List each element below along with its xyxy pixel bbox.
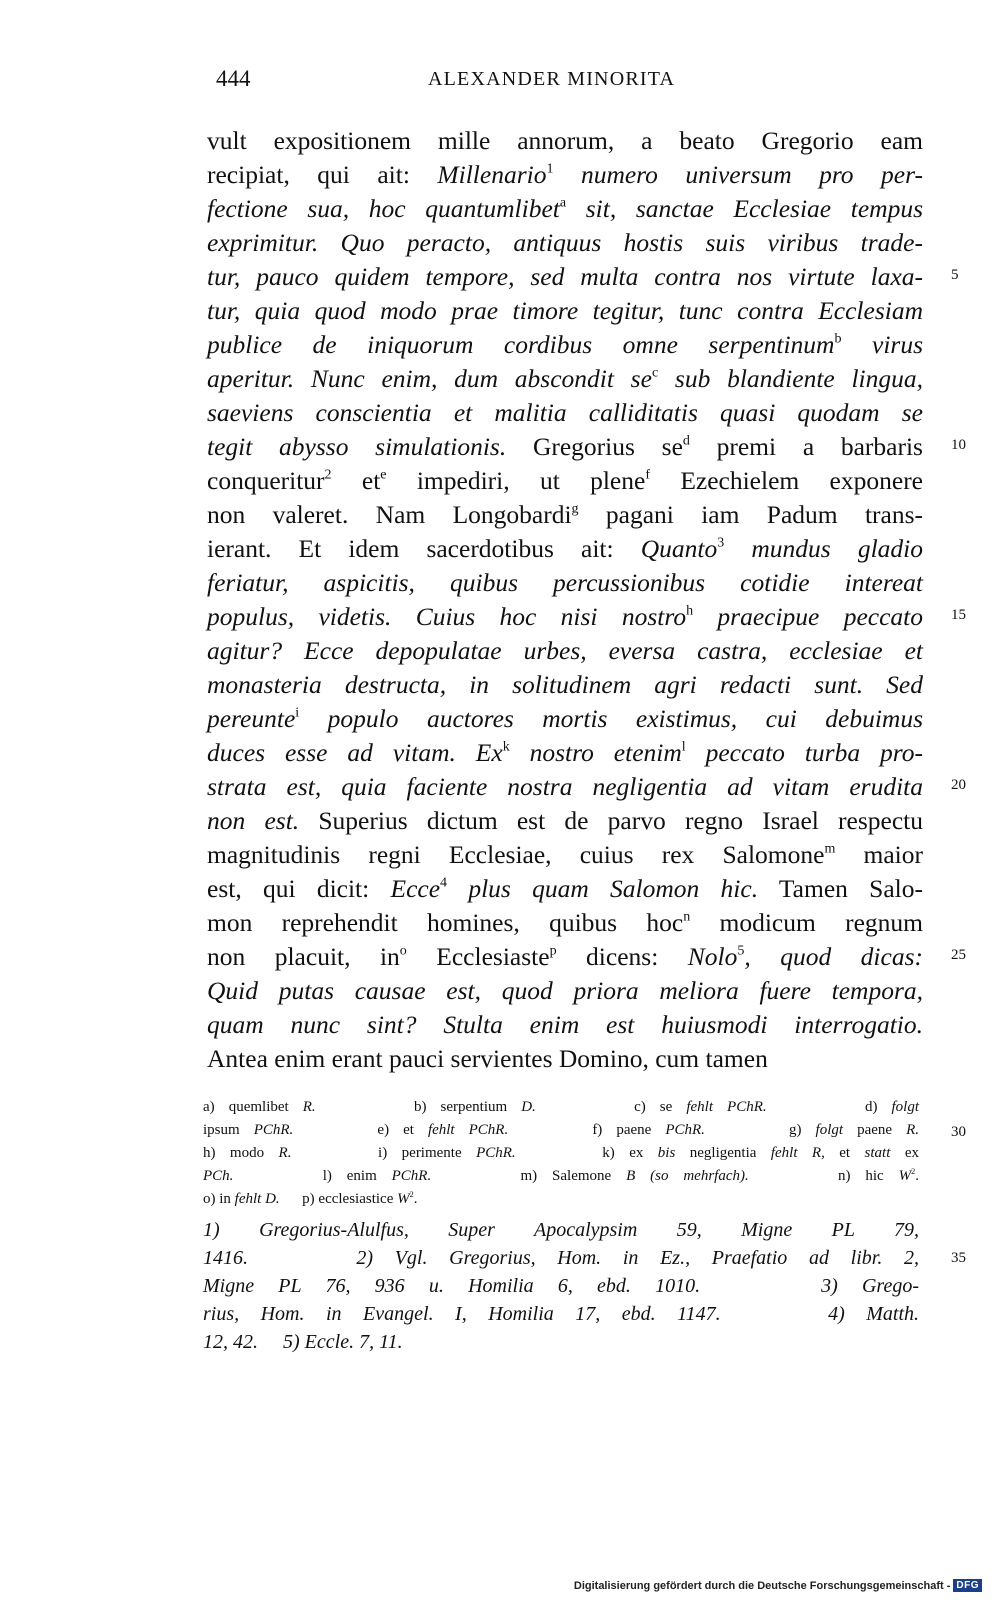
apparatus-italic-text: PChR. (476, 1145, 516, 1161)
apparatus-line (203, 1119, 919, 1142)
main-text-italic-text: pereunte (207, 704, 296, 733)
footnote-marker: 4 (440, 875, 448, 891)
main-text-text: Ezechielem exponere (650, 466, 924, 495)
main-text-line (207, 464, 923, 498)
footnote-text: Migne PL 76, 936 u. Homilia 6, ebd. 1010. 3) Grego- (203, 1275, 919, 1297)
apparatus-text: negligentia (675, 1145, 771, 1161)
footnote-marker: a (559, 195, 567, 211)
main-text-line (207, 600, 923, 634)
apparatus-italic-text: R. (302, 1099, 316, 1115)
footnote-line (203, 1244, 919, 1272)
main-text-line (207, 498, 923, 532)
main-text-italic-text: plus quam Salomon hic. (447, 874, 759, 903)
apparatus-text: h) modo (203, 1145, 279, 1161)
digitization-notice (574, 1579, 982, 1592)
main-text-italic-text: sit, sanctae Ecclesiae tempus (566, 194, 923, 223)
apparatus-italic-text: statt (864, 1145, 891, 1161)
main-text-line (207, 430, 923, 464)
main-text-text: Antea enim erant pauci servientes Domino, cum tamen (207, 1044, 768, 1073)
apparatus-italic-text: PChR. (253, 1122, 294, 1138)
footnote-marker: 2 (911, 1166, 916, 1176)
apparatus-text: k) ex (515, 1145, 658, 1161)
main-text-line (207, 736, 923, 770)
main-text-text: Tamen Salo- (758, 874, 923, 903)
digitization-text: Digitalisierung gefördert durch die Deutsche Forschungsgemeinschaft - (573, 1579, 951, 1592)
footnote-marker: 2 (409, 1189, 414, 1199)
main-text-text: impediri, ut plene (386, 466, 646, 495)
main-text-text: modicum regnum (690, 908, 924, 937)
main-text-italic-text: nostro etenim (509, 738, 682, 767)
footnote-marker: b (834, 331, 842, 347)
line-number: 10 (951, 437, 966, 453)
main-text-italic-text: Nolo (687, 942, 738, 971)
main-text-text: dicens: (556, 942, 688, 971)
footnote-text: rius, Hom. in Evangel. I, Homilia 17, ebd. 1147. 4) Matth. (203, 1303, 919, 1325)
main-text-line (207, 974, 923, 1008)
main-text-text: Ecclesiaste (406, 942, 550, 971)
main-text-text: est, qui dicit: (207, 874, 391, 903)
apparatus-italic-text: fehlt PChR. (427, 1122, 509, 1138)
apparatus-italic-text: PCh. (203, 1168, 234, 1184)
apparatus-italic-text: fehlt PChR. (686, 1099, 767, 1115)
main-text-text: Gregorius se (506, 432, 683, 461)
main-text-italic-text: praecipue peccato (693, 602, 923, 631)
main-text-italic-text: Ecce (390, 874, 441, 903)
apparatus-text: i) perimente (291, 1145, 477, 1161)
footnote-marker: e (380, 467, 387, 483)
footnotes (203, 1216, 919, 1356)
line-number: 5 (951, 267, 959, 283)
apparatus-text: m) Salemone (431, 1168, 627, 1184)
line-number: 30 (951, 1124, 966, 1140)
main-text-text: pagani iam Padum trans- (578, 500, 924, 529)
apparatus-text: n) hic (748, 1168, 899, 1184)
main-text-italic-text: quam nunc sint? Stulta enim est huiusmodi interrogatio. (207, 1010, 923, 1039)
main-text-italic-text: virus (841, 330, 923, 359)
main-text-line (207, 362, 923, 396)
main-text-line (207, 906, 923, 940)
apparatus-line (203, 1165, 919, 1188)
main-text-italic-text: agitur? Ecce depopulatae urbes, eversa castra, ecclesiae et (207, 636, 923, 665)
main-text-italic-text: monasteria destructa, in solitudinem agri redacti sunt. Sed (207, 670, 923, 699)
apparatus-italic-text: fehlt R, (770, 1145, 825, 1161)
apparatus-text: g) (704, 1122, 816, 1138)
apparatus-text: c) se (535, 1099, 687, 1115)
main-text-text: non valeret. Nam Longobardi (207, 500, 572, 529)
main-text-line (207, 872, 923, 906)
footnote-marker: p (549, 943, 557, 959)
main-text-italic-text: populo auctores mortis existimus, cui debuimus (299, 704, 923, 733)
main-text-italic-text: Millenario (437, 160, 547, 189)
footnote-marker: g (571, 501, 579, 517)
main-text-text: recipiat, qui ait: (207, 160, 438, 189)
main-text-italic-text: Quanto (640, 534, 718, 563)
page-number: 444 (216, 66, 251, 91)
apparatus-text: l) enim (233, 1168, 392, 1184)
main-text-text: premi a barbaris (689, 432, 923, 461)
running-title: ALEXANDER MINORITA (428, 68, 676, 90)
apparatus-italic-text: folgt (891, 1099, 920, 1115)
apparatus-text: p) ecclesiastice (279, 1191, 398, 1207)
line-number: 20 (951, 777, 966, 793)
main-text-line (207, 668, 923, 702)
main-text-text: ierant. Et idem sacerdotibus ait: (207, 534, 641, 563)
main-text-line (207, 294, 923, 328)
main-text-line (207, 702, 923, 736)
apparatus-italic-text: PChR. (665, 1122, 705, 1138)
main-text-text: maior (835, 840, 923, 869)
line-number: 25 (951, 947, 966, 963)
apparatus-text: o) in (203, 1191, 235, 1207)
apparatus-text: ipsum (203, 1122, 254, 1138)
main-text-line (207, 226, 923, 260)
main-text-text: magnitudinis regni Ecclesiae, cuius rex Salomone (207, 840, 825, 869)
main-text-text: et (331, 466, 381, 495)
footnote-marker: n (683, 909, 691, 925)
apparatus-italic-text: bis (657, 1145, 676, 1161)
footnote-marker: o (399, 943, 407, 959)
apparatus-text: et (824, 1145, 865, 1161)
apparatus-line (203, 1142, 919, 1165)
footnote-marker: 2 (324, 467, 332, 483)
main-text-text: vult expositionem mille annorum, a beato Gregorio eam (207, 126, 923, 155)
main-text-text: Superius dictum est de parvo regno Israel respectu (299, 806, 924, 835)
main-text-italic-text: tur, pauco quidem tempore, sed multa contra nos virtute laxa- (207, 262, 923, 291)
footnote-marker: l (681, 739, 686, 755)
critical-apparatus (203, 1096, 919, 1211)
apparatus-text: paene (843, 1122, 907, 1138)
apparatus-line (203, 1188, 919, 1211)
footnote-text: 1416. 2) Vgl. Gregorius, Hom. in Ez., Praefatio ad libr. 2, (203, 1247, 919, 1269)
apparatus-text: . (915, 1168, 919, 1184)
footnote-marker: 1 (546, 161, 554, 177)
main-text-line (207, 158, 923, 192)
footnote-line (203, 1216, 919, 1244)
main-text-italic-text: numero universum pro per- (553, 160, 923, 189)
main-text-line (207, 770, 923, 804)
line-number: 35 (951, 1250, 966, 1266)
apparatus-text: . (413, 1191, 418, 1207)
main-text-text: non placuit, in (207, 942, 400, 971)
main-text-italic-text: , quod dicas: (744, 942, 923, 971)
apparatus-text: ex (890, 1145, 919, 1161)
apparatus-italic-text: R. (906, 1122, 919, 1138)
main-text-italic-text: tur, quia quod modo prae timore tegitur, tunc contra Ecclesiam (207, 296, 923, 325)
footnote-line (203, 1272, 919, 1300)
main-text-line (207, 566, 923, 600)
apparatus-italic-text: PChR. (391, 1168, 432, 1184)
main-text-line (207, 124, 923, 158)
main-text-italic-text: aperitur. Nunc enim, dum abscondit se (207, 364, 652, 393)
footnote-line (203, 1328, 919, 1356)
dfg-logo-icon: DFG (953, 1579, 982, 1592)
footnote-marker: 3 (717, 535, 725, 551)
main-text-italic-text: non est. (207, 806, 300, 835)
footnote-marker: c (651, 365, 659, 381)
footnote-marker: m (824, 841, 836, 857)
line-number: 15 (951, 607, 966, 623)
main-text-italic-text: duces esse ad vitam. Ex (207, 738, 503, 767)
main-text-line (207, 1042, 923, 1076)
main-text-italic-text: fectione sua, hoc quantumlibet (207, 194, 560, 223)
footnote-line (203, 1300, 919, 1328)
footnote-text: 12, 42. 5) Eccle. 7, 11. (203, 1331, 403, 1353)
main-text (207, 124, 923, 1076)
footnote-text: 1) Gregorius-Alulfus, Super Apocalypsim 59, Migne PL 79, (203, 1219, 919, 1241)
main-text-italic-text: sub blandiente lingua, (658, 364, 924, 393)
footnote-marker: 5 (737, 943, 745, 959)
main-text-italic-text: Quid putas causae est, quod priora meliora fuere tempora, (207, 976, 923, 1005)
main-text-line (207, 260, 923, 294)
main-text-line (207, 634, 923, 668)
main-text-text: conqueritur (207, 466, 325, 495)
main-text-italic-text: tegit abysso simulationis. (207, 432, 507, 461)
main-text-line (207, 532, 923, 566)
footnote-marker: i (295, 705, 300, 721)
main-text-line (207, 328, 923, 362)
apparatus-italic-text: W (397, 1191, 410, 1207)
main-text-line (207, 192, 923, 226)
apparatus-text: a) quemlibet (203, 1099, 303, 1115)
main-text-line (207, 396, 923, 430)
apparatus-italic-text: D. (521, 1099, 536, 1115)
main-text-italic-text: mundus gladio (724, 534, 924, 563)
footnote-marker: k (502, 739, 510, 755)
apparatus-italic-text: B (so mehrfach). (626, 1168, 749, 1184)
main-text-line (207, 1008, 923, 1042)
apparatus-italic-text: fehlt D. (234, 1191, 280, 1207)
main-text-italic-text: feriatur, aspicitis, quibus percussionibus cotidie intereat (207, 568, 923, 597)
main-text-text: mon reprehendit homines, quibus hoc (207, 908, 684, 937)
apparatus-line (203, 1096, 919, 1119)
main-text-italic-text: peccato turba pro- (685, 738, 923, 767)
main-text-italic-text: strata est, quia faciente nostra negligentia ad vitam erudita (207, 772, 923, 801)
footnote-marker: f (645, 467, 650, 483)
main-text-line (207, 940, 923, 974)
footnote-marker: h (686, 603, 694, 619)
main-text-italic-text: exprimitur. Quo peracto, antiquus hostis suis viribus trade- (207, 228, 923, 257)
main-text-italic-text: populus, videtis. Cuius hoc nisi nostro (207, 602, 687, 631)
apparatus-italic-text: folgt (815, 1122, 844, 1138)
apparatus-text: f) paene (508, 1122, 666, 1138)
apparatus-italic-text: R. (278, 1145, 292, 1161)
main-text-italic-text: publice de iniquorum cordibus omne serpentinum (207, 330, 835, 359)
apparatus-italic-text: W (898, 1168, 912, 1184)
main-text-line (207, 838, 923, 872)
footnote-marker: d (682, 433, 690, 449)
main-text-italic-text: saeviens conscientia et malitia calliditatis quasi quodam se (207, 398, 923, 427)
main-text-line (207, 804, 923, 838)
apparatus-text: d) (766, 1099, 892, 1115)
apparatus-text: b) serpentium (315, 1099, 522, 1115)
apparatus-text: e) et (293, 1122, 428, 1138)
